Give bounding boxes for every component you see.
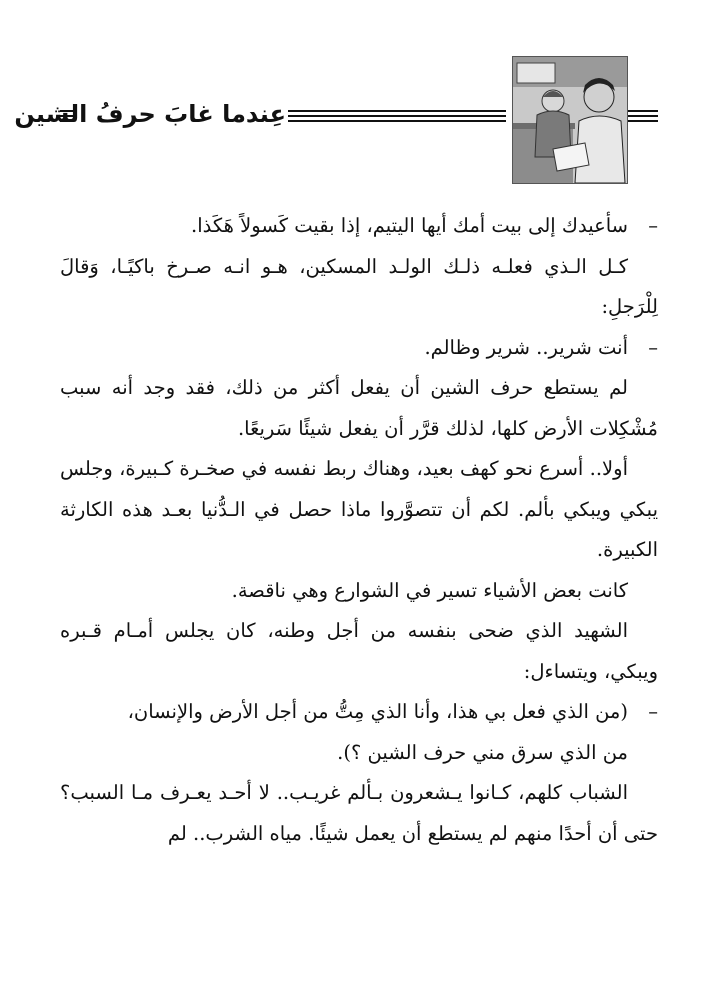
paragraph: لم يستطع حرف الشين أن يفعل أكثر من ذلك، فقد وجد أنه سبب مُشْكِلات الأرض كلها، لذلك قرَّر أن يفعل شيئًا سَريعًا. (60, 376, 658, 440)
dialogue-line: –أنت شرير.. شرير وظالم. (424, 335, 658, 359)
story-illustration (512, 56, 628, 184)
paragraph: كانت بعض الأشياء تسير في الشوارع وهي ناقصة. (231, 578, 628, 602)
title-rule-middle (288, 110, 506, 122)
paragraph: كـل الـذي فعلـه ذلـك الولـد المسكين، هـو انـه صـرخ باكيًـا، وَقالَ لِلْرَجلِ: (60, 254, 658, 318)
paragraph: أولا.. أسرع نحو كهف بعيد، وهناك ربط نفسه في صخـرة كـبيرة، وجلس يبكي ويبكي بألم. لكم أن تتصوَّروا ماذا حصل في الـدُّنيا بعـد هذه الكارثة الكبيرة. (60, 457, 658, 561)
two-men-illustration-icon (513, 57, 627, 183)
dialogue-line: –(من الذي فعل بي هذا، وأنا الذي مِتُّ من أجل الأرض والإنسان، من الذي سرق مني حرف الشين ؟). (127, 700, 658, 764)
page-title: عِندما غابَ حرفُ الشين (14, 100, 286, 128)
paragraph: الشهيد الذي ضحى بنفسه من أجل وطنه، كان يجلس أمـام قـبره ويبكي، ويتساءل: (60, 619, 658, 683)
dialogue-line: –سأعيدك إلى بيت أمك أيها اليتيم، إذا بقيت كَسولاً هَكَذا. (191, 214, 658, 237)
story-text (60, 206, 658, 854)
paragraph: الشباب كلهم، كـانوا يـشعرون بـألم غريـب.. لا أحـد يعـرف مـا السبب؟ حتى أن أحدًا منهم لم يستطع أن يعمل شيئًا. مياه الشرب.. لم (60, 781, 658, 845)
